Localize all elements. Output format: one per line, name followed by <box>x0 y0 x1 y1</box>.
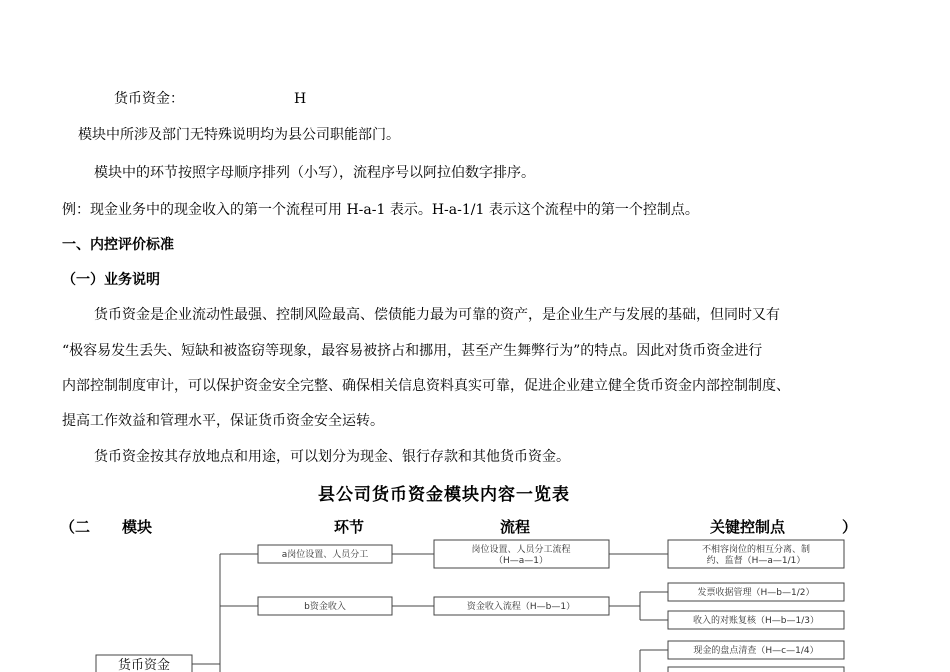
control-label-4: 现金的盘点清查（H—c—1/4） <box>693 646 819 656</box>
column-stage: 环节 <box>334 518 365 536</box>
control-label-2: 发票收据管理（H—b—1/2） <box>697 588 815 598</box>
paragraph-3: 例：现金业务中的现金收入的第一个流程可用 H-a-1 表示。H-a-1/1 表示这个流程中的第一个控制点。 <box>62 202 699 218</box>
body-line-4: 提高工作效益和管理水平，保证货币资金安全运转。 <box>62 413 384 429</box>
control-label-1-line2: 约、监督（H—a—1/1） <box>706 556 806 566</box>
flow-label-a-line2: （H—a—1） <box>493 556 549 566</box>
flow-label-b: 资金收入流程（H—b—1） <box>466 602 576 612</box>
column-control-point: 关键控制点 <box>710 518 786 536</box>
heading-evaluation-standard: 一、内控评价标准 <box>62 237 174 253</box>
stage-label-b: b资金收入 <box>304 602 346 612</box>
section-open: （二 <box>60 518 91 536</box>
diagram-title: 县公司货币资金模块内容一览表 <box>318 485 570 505</box>
heading-business-description: （一）业务说明 <box>62 272 160 288</box>
control-label-3: 收入的对账复核（H—b—1/3） <box>693 616 819 626</box>
header-label: 货币资金： <box>114 91 184 107</box>
body-line-3: 内部控制制度审计，可以保护资金安全完整、确保相关信息资料真实可靠，促进企业建立健全货币资金内部控制制度、 <box>62 378 790 394</box>
paragraph-2: 模块中的环节按照字母顺序排列（小写），流程序号以阿拉伯数字排序。 <box>94 165 535 181</box>
column-module: 模块 <box>122 518 153 536</box>
paragraph-1: 模块中所涉及部门无特殊说明均为县公司职能部门。 <box>78 127 400 143</box>
stage-label-a: a岗位设置、人员分工 <box>281 550 369 560</box>
section-close: ） <box>842 518 858 536</box>
root-label: 货币资金 <box>117 658 171 672</box>
control-box-5 <box>668 667 844 672</box>
header-code: H <box>294 91 307 107</box>
control-label-1-line1: 不相容岗位的相互分离、制 <box>701 545 811 555</box>
body-line-1: 货币资金是企业流动性最强、控制风险最高、偿债能力最为可靠的资产，是企业生产与发展的基础，但同时又有 <box>94 307 780 323</box>
body-line-5: 货币资金按其存放地点和用途，可以划分为现金、银行存款和其他货币资金。 <box>94 449 570 465</box>
column-flow: 流程 <box>500 518 531 536</box>
flow-label-a-line1: 岗位设置、人员分工流程 <box>471 545 571 555</box>
body-line-2: “极容易发生丢失、短缺和被盗窃等现象，最容易被挤占和挪用，甚至产生舞弊行为”的特点。因此对货币资金进行 <box>62 343 763 359</box>
